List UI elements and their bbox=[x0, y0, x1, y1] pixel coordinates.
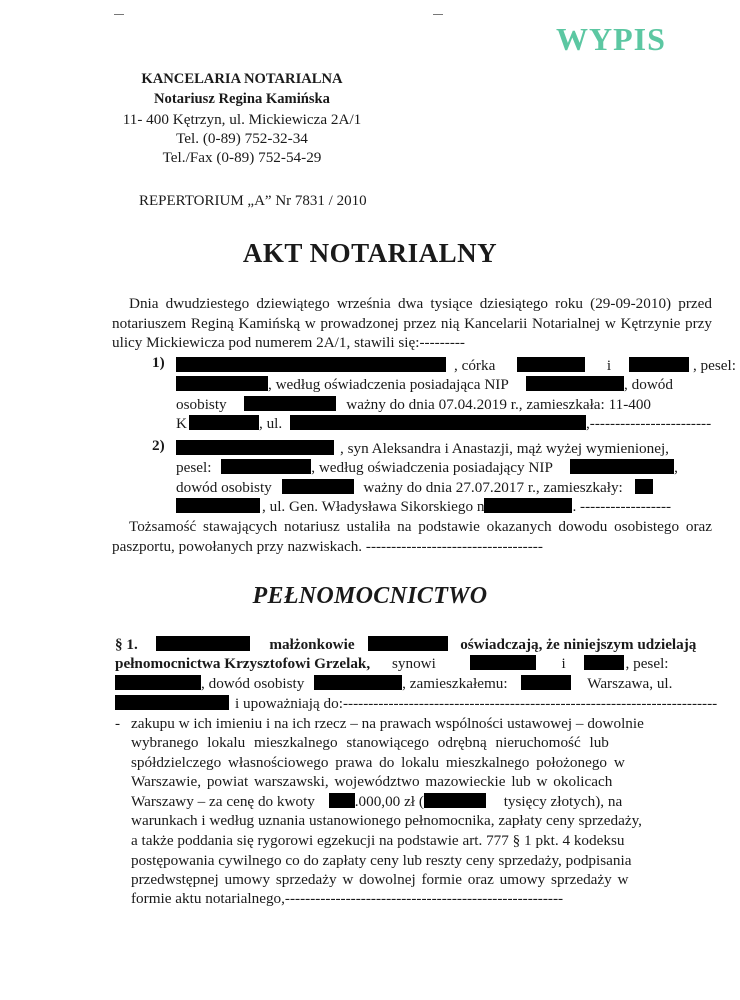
intro-paragraph bbox=[112, 294, 712, 353]
para1-line2 bbox=[115, 654, 669, 674]
section-title: PEŁNOMOCNICTWO bbox=[252, 583, 488, 609]
text: , dowód bbox=[624, 376, 673, 393]
person2-line1 bbox=[176, 439, 669, 459]
scan-mark-left bbox=[114, 14, 124, 15]
redaction-bar bbox=[368, 636, 448, 651]
redaction-bar bbox=[635, 479, 653, 494]
bullet-line8: postępowania cywilnego co do zapłaty ceny lub reszty ceny sprzedaży, podpisania bbox=[131, 852, 632, 869]
redaction-bar bbox=[484, 498, 572, 513]
bullet-line4: Warszawie, powiat warszawski, województwo mazowieckie lub w okolicach bbox=[131, 773, 613, 790]
person1-number: 1) bbox=[152, 354, 165, 371]
text: , zamieszkałemu: bbox=[402, 675, 508, 692]
bullet-line3: spółdzielczego własnościowego prawa do lokalu mieszkalnego położonego w bbox=[131, 754, 625, 771]
person2-line2 bbox=[176, 458, 678, 478]
text: i upoważniają do:-------------------------------------------------------------------------- bbox=[235, 695, 718, 712]
redaction-bar bbox=[629, 357, 689, 372]
redaction-bar bbox=[470, 655, 536, 670]
bullet-line1: zakupu w ich imieniu i na ich rzecz – na prawach wspólności ustawowej – dowolnie bbox=[131, 715, 644, 732]
repertorium-number: REPERTORIUM „A” Nr 7831 / 2010 bbox=[139, 193, 367, 209]
para1-label: § 1. bbox=[115, 636, 138, 653]
bullet-line2: wybranego lokalu mieszkalnego stanowiącego odrębną nieruchomość lub bbox=[131, 734, 609, 751]
text: , córka bbox=[454, 357, 496, 374]
person2-line3 bbox=[176, 478, 653, 498]
redaction-bar bbox=[176, 357, 446, 372]
text: K bbox=[176, 415, 187, 432]
person1-line3 bbox=[176, 395, 651, 415]
redaction-bar bbox=[176, 440, 334, 455]
bullet-line5 bbox=[131, 792, 622, 812]
text: małżonkowie bbox=[269, 636, 355, 653]
redaction-bar bbox=[282, 479, 354, 494]
bullet-line10: formie aktu notarialnego,------------------------------------------------------- bbox=[131, 890, 564, 907]
person2-number: 2) bbox=[152, 437, 165, 454]
text: , bbox=[674, 459, 678, 476]
para1-line4 bbox=[115, 694, 717, 714]
redaction-bar bbox=[221, 459, 311, 474]
notary-name: Notariusz Regina Kamińska bbox=[154, 91, 330, 107]
text: osobisty bbox=[176, 396, 227, 413]
office-name: KANCELARIA NOTARIALNA bbox=[141, 71, 343, 87]
redaction-bar bbox=[584, 655, 624, 670]
text: synowi bbox=[391, 655, 436, 672]
bullet-line9: przedwstępnej umowy sprzedaży w dowolnej formie oraz umowy sprzedaży w bbox=[131, 871, 629, 888]
text: oświadczają, że niniejszym udzielają bbox=[460, 636, 697, 653]
para1-line1 bbox=[115, 635, 696, 655]
text: ważny do dnia 07.04.2019 r., zamieszkała: 11-400 bbox=[346, 396, 652, 413]
person1-line2 bbox=[176, 375, 673, 395]
identity-paragraph bbox=[112, 517, 712, 556]
bullet-dash: - bbox=[115, 715, 121, 732]
redaction-bar bbox=[314, 675, 402, 690]
redaction-bar bbox=[329, 793, 355, 808]
text: ważny do dnia 27.07.2017 r., zamieszkały: bbox=[363, 479, 623, 496]
person1-line4 bbox=[176, 414, 711, 434]
text: . ------------------ bbox=[572, 498, 672, 515]
scan-mark-right bbox=[433, 14, 443, 15]
text: i bbox=[606, 357, 612, 374]
redaction-bar bbox=[244, 396, 336, 411]
redaction-bar bbox=[424, 793, 486, 808]
text: , syn Aleksandra i Anastazji, mąż wyżej wymienionej, bbox=[340, 440, 669, 457]
redaction-bar bbox=[517, 357, 585, 372]
redaction-bar bbox=[189, 415, 259, 430]
text: i bbox=[561, 655, 566, 672]
text: dowód osobisty bbox=[176, 479, 272, 496]
text: , według oświadczenia posiadająca NIP bbox=[268, 376, 509, 393]
wypis-stamp: WYPIS bbox=[556, 21, 666, 57]
office-address: 11- 400 Kętrzyn, ul. Mickiewicza 2A/1 bbox=[122, 111, 362, 128]
identity-text: Tożsamość stawających notariusz ustaliła na podstawie okazanych dowodu osobistego oraz paszportu, powołanych przy nazwiskach. ----------------------------------- bbox=[112, 518, 712, 555]
redaction-bar bbox=[176, 376, 268, 391]
text: .000,00 zł ( bbox=[354, 793, 424, 810]
redaction-bar bbox=[290, 415, 586, 430]
redaction-bar bbox=[526, 376, 624, 391]
intro-text: Dnia dwudziestego dziewiątego września dwa tysiące dziesiątego roku (29-09-2010) przed notariuszem Reginą Kamińską w prowadzonej przez nią Kancelarii Notarialnej w Kętrzynie przy ulicy Mickiewicza pod numerem 2A/1, stawili się:--------- bbox=[112, 295, 712, 351]
redaction-bar bbox=[115, 675, 201, 690]
text: ,------------------------ bbox=[585, 415, 712, 432]
text: tysięcy złotych), na bbox=[503, 793, 623, 810]
person2-line4 bbox=[176, 497, 671, 517]
text: , według oświadczenia posiadający NIP bbox=[311, 459, 553, 476]
document-title: AKT NOTARIALNY bbox=[242, 238, 498, 268]
redaction-bar bbox=[156, 636, 250, 651]
bullet-line6: warunkach i według uznania ustanowionego pełnomocnika, zapłaty ceny sprzedaży, bbox=[131, 812, 642, 829]
person1-line1 bbox=[176, 356, 736, 376]
text: pełnomocnictwa Krzysztofowi Grzelak, bbox=[115, 655, 371, 672]
office-phone: Tel. (0-89) 752-32-34 bbox=[176, 130, 308, 147]
text: Warszawa, ul. bbox=[587, 675, 673, 692]
para1-line3 bbox=[115, 674, 672, 694]
text: , pesel: bbox=[625, 655, 669, 672]
text: , ul. Gen. Władysława Sikorskiego n bbox=[262, 498, 485, 515]
redaction-bar bbox=[115, 695, 229, 710]
bullet-line7: a także poddania się rygorowi egzekucji na podstawie art. 777 § 1 pkt. 4 kodeksu bbox=[131, 832, 625, 849]
redaction-bar bbox=[176, 498, 260, 513]
redaction-bar bbox=[570, 459, 674, 474]
redaction-bar bbox=[521, 675, 571, 690]
office-fax: Tel./Fax (0-89) 752-54-29 bbox=[162, 149, 322, 166]
text: , dowód osobisty bbox=[201, 675, 305, 692]
text: Warszawy – za cenę do kwoty bbox=[131, 793, 315, 810]
text: pesel: bbox=[176, 459, 212, 476]
text: , ul. bbox=[258, 415, 283, 432]
text: , pesel: bbox=[692, 357, 736, 374]
